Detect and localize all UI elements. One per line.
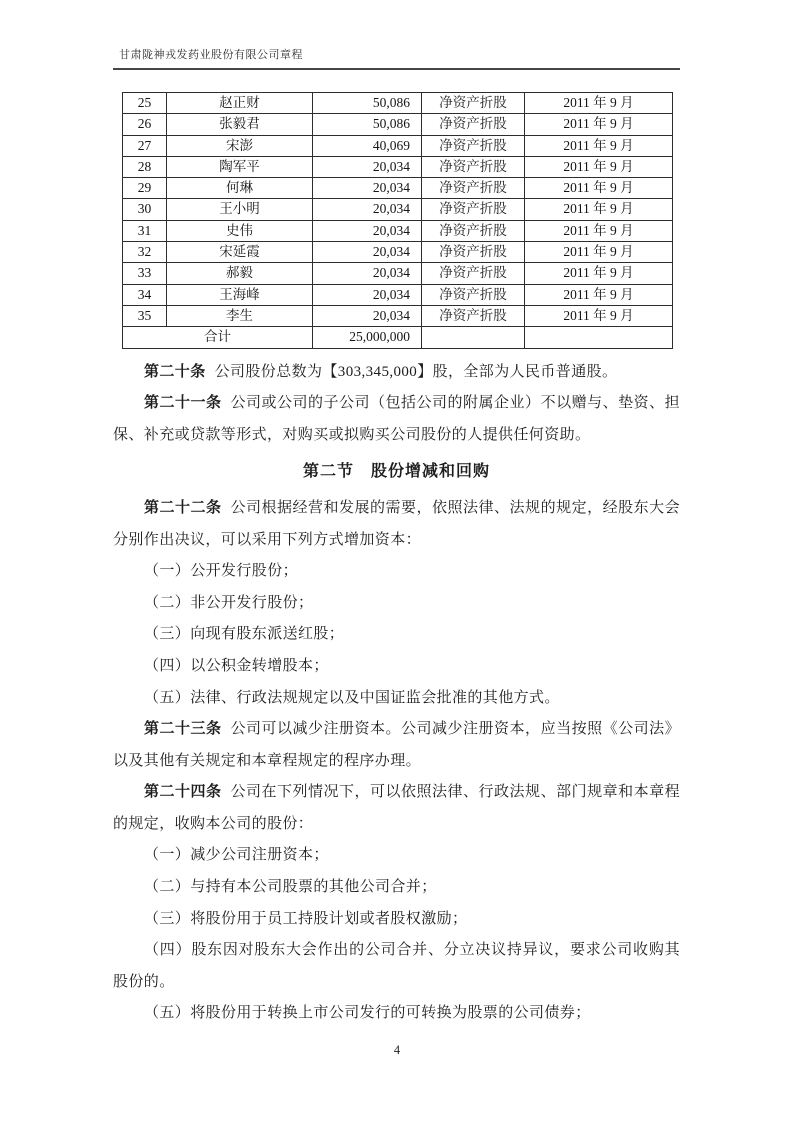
cell-shareholder-name: 陶军平 [167,156,313,177]
cell-contribution-method: 净资产折股 [422,135,525,156]
list-item: （三）向现有股东派送红股； [144,626,345,643]
table-row [123,93,673,114]
article-21-text: 公司或公司的子公司（包括公司的附属企业）不以赠与、垫资、担保、补充或贷款等形式，对购买或拟购买公司股份的人提供任何资助。 [113,395,680,443]
cell-total-shares: 25,000,000 [313,327,422,348]
list-item: （五）将股份用于转换上市公司发行的可转换为股票的公司债券； [144,1005,591,1022]
cell-share-count: 20,034 [313,156,422,177]
article-22-paragraph [113,493,680,556]
cell-row-number: 35 [123,305,167,326]
cell-shareholder-name: 赵正财 [167,93,313,114]
article-24-paragraph [113,777,680,840]
cell-shareholder-name: 郝毅 [167,263,313,284]
article-24-list [113,840,680,1030]
table-row [123,242,673,263]
article-21-paragraph [113,388,680,451]
cell-contribution-method: 净资产折股 [422,242,525,263]
article-24-number: 第二十四条 [144,784,222,801]
cell-contribution-date: 2011 年 9 月 [525,199,673,220]
cell-row-number: 29 [123,178,167,199]
cell-contribution-date: 2011 年 9 月 [525,263,673,284]
cell-row-number: 25 [123,93,167,114]
cell-shareholder-name: 李生 [167,305,313,326]
article-20-paragraph [113,357,680,389]
cell-shareholder-name: 何琳 [167,178,313,199]
cell-contribution-method: 净资产折股 [422,114,525,135]
cell-shareholder-name: 宋延霞 [167,242,313,263]
table-row [123,199,673,220]
list-item: （二）与持有本公司股票的其他公司合并； [144,879,437,896]
cell-contribution-date: 2011 年 9 月 [525,220,673,241]
cell-contribution-method: 净资产折股 [422,263,525,284]
cell-share-count: 40,069 [313,135,422,156]
cell-row-number: 34 [123,284,167,305]
cell-total-date-empty [525,327,673,348]
cell-contribution-date: 2011 年 9 月 [525,305,673,326]
cell-contribution-method: 净资产折股 [422,220,525,241]
cell-row-number: 27 [123,135,167,156]
shareholder-table [122,92,673,349]
cell-share-count: 20,034 [313,199,422,220]
cell-share-count: 50,086 [313,114,422,135]
table-row [123,178,673,199]
list-item: （一）公开发行股份； [144,563,299,580]
article-23-text: 公司可以减少注册资本。公司减少注册资本，应当按照《公司法》以及其他有关规定和本章程规定的程序办理。 [113,721,680,769]
article-23-paragraph [113,714,680,777]
table-row [123,135,673,156]
table-row [123,114,673,135]
article-23-number: 第二十三条 [144,721,222,738]
table-row [123,263,673,284]
article-20-number: 第二十条 [144,363,206,380]
cell-contribution-method: 净资产折股 [422,284,525,305]
section-2-heading: 第二节 股份增减和回购 [302,463,490,481]
cell-contribution-method: 净资产折股 [422,199,525,220]
cell-share-count: 20,034 [313,242,422,263]
cell-row-number: 26 [123,114,167,135]
cell-contribution-date: 2011 年 9 月 [525,178,673,199]
cell-share-count: 20,034 [313,220,422,241]
cell-shareholder-name: 王海峰 [167,284,313,305]
cell-contribution-date: 2011 年 9 月 [525,93,673,114]
table-total-row [123,327,673,348]
cell-share-count: 20,034 [313,263,422,284]
page-number: 4 [393,1043,401,1057]
list-item: （三）将股份用于员工持股计划或者股权激励； [144,910,468,927]
cell-contribution-date: 2011 年 9 月 [525,156,673,177]
cell-shareholder-name: 史伟 [167,220,313,241]
cell-share-count: 20,034 [313,305,422,326]
cell-row-number: 30 [123,199,167,220]
article-22-number: 第二十二条 [144,499,222,516]
table-row [123,156,673,177]
running-header [113,46,680,70]
cell-contribution-date: 2011 年 9 月 [525,242,673,263]
list-item: （一）减少公司注册资本； [144,847,329,864]
cell-contribution-date: 2011 年 9 月 [525,135,673,156]
cell-share-count: 20,034 [313,284,422,305]
list-item: （四）股东因对股东大会作出的公司合并、分立决议持异议，要求公司收购其股份的。 [113,942,680,990]
cell-share-count: 20,034 [313,178,422,199]
article-24-text: 公司在下列情况下，可以依照法律、行政法规、部门规章和本章程的规定，收购本公司的股份： [113,784,680,832]
table-row [123,284,673,305]
cell-share-count: 50,086 [313,93,422,114]
cell-shareholder-name: 宋澎 [167,135,313,156]
cell-row-number: 31 [123,220,167,241]
document-body [113,357,680,1030]
article-21-number: 第二十一条 [144,395,222,412]
article-20-text: 公司股份总数为【303,345,000】股，全部为人民币普通股。 [214,363,618,380]
list-item: （五）法律、行政法规规定以及中国证监会批准的其他方式。 [144,689,560,706]
cell-contribution-date: 2011 年 9 月 [525,284,673,305]
list-item: （二）非公开发行股份； [144,594,314,611]
table-row [123,220,673,241]
article-22-text: 公司根据经营和发展的需要，依照法律、法规的规定，经股东大会分别作出决议，可以采用下列方式增加资本： [113,499,680,548]
cell-contribution-method: 净资产折股 [422,305,525,326]
cell-row-number: 32 [123,242,167,263]
table-total-section [123,327,673,348]
cell-shareholder-name: 王小明 [167,199,313,220]
shareholder-table-body [123,93,673,327]
cell-row-number: 28 [123,156,167,177]
cell-shareholder-name: 张毅君 [167,114,313,135]
document-title: 甘肃陇神戎发药业股份有限公司章程 [119,49,303,61]
cell-row-number: 33 [123,263,167,284]
cell-contribution-method: 净资产折股 [422,178,525,199]
cell-total-method-empty [422,327,525,348]
list-item: （四）以公积金转增股本； [144,657,329,674]
cell-contribution-method: 净资产折股 [422,93,525,114]
cell-contribution-method: 净资产折股 [422,156,525,177]
cell-total-label: 合计 [123,327,313,348]
cell-contribution-date: 2011 年 9 月 [525,114,673,135]
article-22-list [113,556,680,714]
table-row [123,305,673,326]
